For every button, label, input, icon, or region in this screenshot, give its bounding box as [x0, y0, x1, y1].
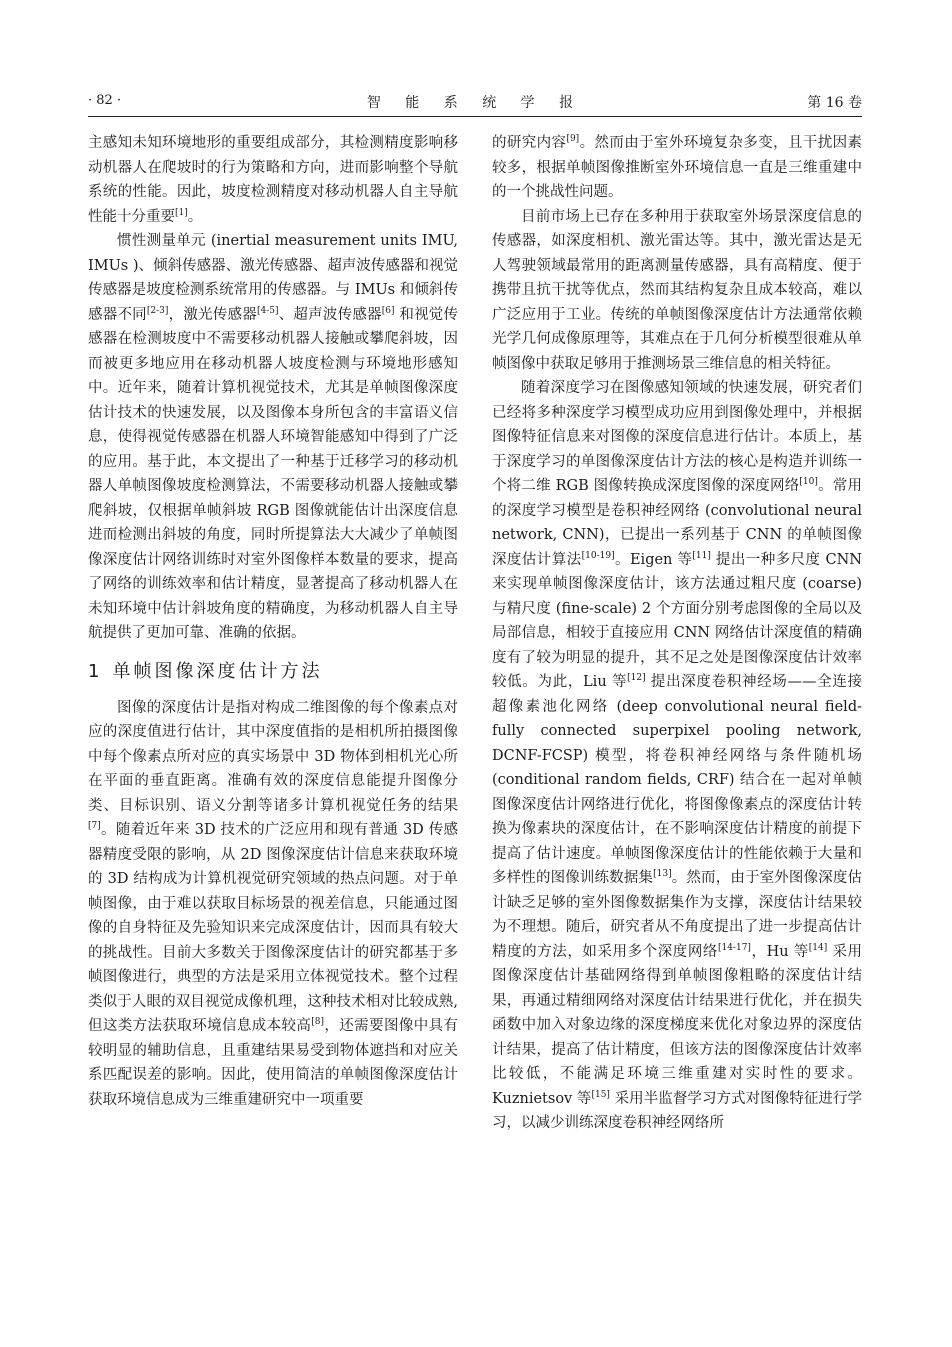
citation[interactable]: [14] [808, 942, 828, 953]
citation[interactable]: [7] [88, 821, 101, 832]
section-number: 1 [88, 660, 103, 682]
citation[interactable]: [1] [175, 207, 188, 218]
paragraph: 目前市场上已存在多种用于获取室外场景深度信息的传感器，如深度相机、激光雷达等。其中，激光雷达是无人驾驶领域最常用的距离测量传感器，具有高精度、便于携带且抗干扰等优点，然而其结构复杂且成本较高，难以广泛应用于工业。传统的单帧图像深度估计方法通常依赖光学几何成像原理等，其难点在于几何分析模型很难从单帧图像中获取足够用于推测场景三维信息的相关特征。 [492, 208, 862, 372]
citation[interactable]: [6] [381, 305, 395, 316]
section-heading [88, 658, 458, 686]
citation[interactable]: [14-17] [717, 942, 751, 953]
citation[interactable]: [2-3] [146, 305, 169, 316]
paragraph: 的研究内容[9]。然而由于室外环境复杂多变，且干扰因素较多，根据单帧图像推断室外环境信息一直是三维重建中的一个挑战性问题。 [492, 134, 863, 200]
citation[interactable]: [8] [311, 1017, 325, 1028]
paragraph: 图像的深度估计是指对构成二维图像的每个像素点对应的深度值进行估计，其中深度值指的是相机所拍摄图像中每个像素点所对应的真实场景中 3D 物体到相机光心所在平面的垂直距离。准确有效的深度信息能提升图像分类、目标识别、语义分割等诸多计算机视觉任务的结果[7]。随着近年来 3D 技术的广泛应用和现有普通 3D 传感器精度受限的影响，从 2D 图像深度估计信息来获取环境的 3D 结构成为计算机视觉研究领域的热点问题。对于单帧图像，由于难以获取目标场景的视差信息，只能通过图像的自身特征及先验知识来完成深度估计，因而具有较大的挑战性。目前大多数关于图像深度估计的研究都基于多帧图像进行，典型的方法是采用立体视觉技术。整个过程类似于人眼的双目视觉成像机理，这种技术相对比较成熟,但这类方法获取环境信息成本较高[8]，还需要图像中具有较明显的辅助信息，且重建结果易受到物体遮挡和对应关系匹配误差的影响。因此，使用简洁的单帧图像深度估计获取环境信息成为三维重建研究中一项重要 [88, 699, 458, 1108]
section-title: 单帧图像深度估计方法 [112, 660, 323, 682]
paragraph: 主感知未知环境地形的重要组成部分，其检测精度影响移动机器人在爬坡时的行为策略和方向，进而影响整个导航系统的性能。因此，坡度检测精度对移动机器人自主导航性能十分重要[1]。 [88, 135, 458, 225]
citation[interactable]: [4-5] [256, 305, 279, 316]
citation[interactable]: [15] [591, 1089, 610, 1100]
citation[interactable]: [11] [692, 550, 711, 561]
paragraph: 随着深度学习在图像感知领域的快速发展，研究者们已经将多种深度学习模型成功应用到图像处理中，并根据图像特征信息来对图像的深度信息进行估计。本质上，基于深度学习的单图像深度估计方法的核心是构造并训练一个将二维 RGB 图像转换成深度图像的深度网络[10]。常用的深度学习模型是卷积神经网络 (convolutional neural network, CNN)，已提出一系列基于 CNN 的单帧图像深度估计算法[10-19]。Eigen 等[11] 提出一种多尺度 CNN 来实现单帧图像深度估计，该方法通过粗尺度 (coarse) 与精尺度 (fine-scale) 2 个方面分别考虑图像的全局以及局部信息，相较于直接应用 CNN 网络估计深度值的精确度有了较为明显的提升，其不足之处是图像深度估计效率较低。为此，Liu 等[12] 提出深度卷积神经场——全连接超像素池化网络 (deep convolutional neural field-fully connected superpixel pooling network, DCNF-FCSP) 模型，将卷积神经网络与条件随机场 (conditional random fields, CRF) 结合在一起对单帧图像深度估计网络进行优化，将图像像素点的深度估计转换为像素块的深度估计，在不影响深度估计精度的前提下提高了估计速度。单帧图像深度估计的性能依赖于大量和多样性的图像训练数据集[13]。然而，由于室外图像深度估计缺乏足够的室外图像数据集作为支撑，深度估计结果较为不理想。随后，研究者从不角度提出了进一步提高估计精度的方法，如采用多个深度网络[14-17]，Hu 等[14] 采用图像深度估计基础网络得到单帧图像粗略的深度估计结果，再通过精细网络对深度估计结果进行优化，并在损失函数中加入对象边缘的深度梯度来优化对象边界的深度估计结果，提高了估计精度，但该方法的图像深度估计效率比较低，不能满足环境三维重建对实时性的要求。Kuznietsov 等[15] 采用半监督学习方式对图像特征进行学习，以减少训练深度卷积神经网络所 [492, 380, 863, 1131]
running-header [88, 90, 862, 112]
paragraph: 惯性测量单元 (inertial measurement units IMU, IMUs )、倾斜传感器、激光传感器、超声波传感器和视觉传感器是坡度检测系统常用的传感器。与 IMUs 和倾斜传感器不同[2-3]，激光传感器[4-5]、超声波传感器[6] 和视觉传感器在检测坡度中不需要移动机器人接触或攀爬斜坡，因而被更多地应用在移动机器人坡度检测与环境地形感知中。近年来，随着计算机视觉技术，尤其是单帧图像深度估计技术的快速发展，以及图像本身所包含的丰富语义信息，使得视觉传感器在机器人环境智能感知中得到了广泛的应用。基于此，本文提出了一种基于迁移学习的移动机器人单帧图像坡度检测算法，不需要移动机器人接触或攀爬斜坡，仅根据单帧斜坡 RGB 图像就能估计出深度信息进而检测出斜坡的角度，同时所提算法大大减少了单帧图像深度估计网络训练时对室外图像样本数量的要求，提高了网络的训练效率和估计精度，显著提高了移动机器人在未知环境中估计斜坡角度的精确度，为移动机器人自主导航提供了更加可靠、准确的依据。 [88, 233, 459, 641]
journal-title: 智 能 系 统 学 报 [366, 95, 584, 111]
citation[interactable]: [10] [799, 477, 818, 488]
volume-label: 第 16 卷 [807, 95, 862, 111]
right-column [492, 131, 862, 1136]
citation[interactable]: [12] [627, 673, 646, 684]
page-number: · 82 · [88, 93, 122, 108]
header-rule [88, 116, 862, 117]
left-column [88, 131, 458, 1112]
citation[interactable]: [13] [653, 869, 672, 880]
citation[interactable]: [9] [566, 134, 580, 145]
citation[interactable]: [10-19] [581, 550, 615, 561]
